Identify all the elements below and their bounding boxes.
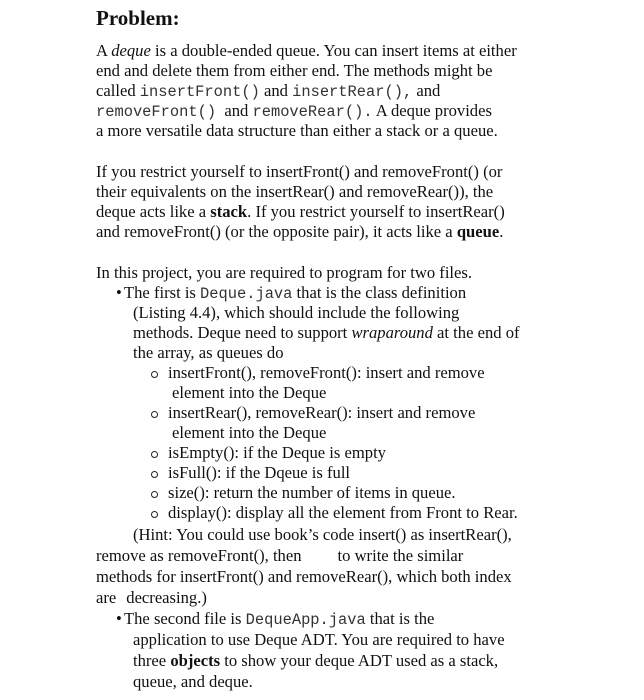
text: to show your deque ADT used as a stack, xyxy=(220,651,499,670)
text: and xyxy=(412,81,441,100)
stack-term: stack xyxy=(210,202,248,221)
b1-line-1 xyxy=(124,283,466,304)
text: deque acts like a xyxy=(96,202,211,221)
p3-intro: In this project, you are required to program for two files. xyxy=(96,263,473,282)
text: that is the xyxy=(365,609,435,628)
text: The first is xyxy=(124,283,201,302)
hollow-bullet-icon xyxy=(151,511,158,518)
p2-line-4 xyxy=(96,222,503,242)
b1-line-3 xyxy=(133,323,520,343)
hollow-bullet-icon xyxy=(151,371,158,378)
code-deque-java: Deque.java xyxy=(200,285,293,303)
deque-term: deque xyxy=(111,41,151,60)
hollow-bullet-icon xyxy=(151,491,158,498)
hint-line-1: (Hint: You could use book’s code insert() as insertRear(), xyxy=(133,525,512,544)
text: and removeFront() (or the opposite pair), it acts like a xyxy=(96,222,457,241)
hint-line-3: methods for insertFront() and removeRear(), which both index xyxy=(96,567,512,586)
sub-4: isFull(): if the Dqeue is full xyxy=(168,463,351,482)
text: is a double-ended queue. You can insert items at either xyxy=(150,41,517,60)
text: methods. Deque need to support xyxy=(133,323,352,342)
sub-1-line-2: element into the Deque xyxy=(172,383,327,402)
code-removerear: removeRear(). xyxy=(252,103,373,121)
hollow-bullet-icon xyxy=(151,471,158,478)
hollow-bullet-icon xyxy=(151,411,158,418)
sub-1-line-1: insertFront(), removeFront(): insert and remove xyxy=(168,363,485,382)
text: that is the class definition xyxy=(292,283,467,302)
objects-term: objects xyxy=(170,651,221,670)
text: three xyxy=(133,651,171,670)
sub-6: display(): display all the element from Front to Rear. xyxy=(168,503,518,522)
bullet-icon: • xyxy=(116,609,122,628)
p2-line-1: If you restrict yourself to insertFront() and removeFront() (or xyxy=(96,162,503,181)
text: . If you restrict yourself to insertRear() xyxy=(247,202,505,221)
text: and xyxy=(216,101,253,120)
bullet-icon: • xyxy=(116,283,122,302)
code-insertfront: insertFront() xyxy=(139,83,260,101)
page-title: Problem: xyxy=(96,6,180,30)
code-insertrear: insertRear(), xyxy=(292,83,413,101)
b2-line-3 xyxy=(133,651,498,671)
b2-line-2: application to use Deque ADT. You are required to have xyxy=(133,630,505,649)
text: to write the similar xyxy=(337,546,464,565)
text: at the end of xyxy=(432,323,520,342)
hint-line-2 xyxy=(96,546,463,566)
p1-line-3 xyxy=(96,81,440,102)
b1-line-2: (Listing 4.4), which should include the following xyxy=(133,303,460,322)
wraparound-term: wraparound xyxy=(351,323,433,342)
sub-2-line-1: insertRear(), removeRear(): insert and remove xyxy=(168,403,476,422)
p1-line-5: a more versatile data structure than either a stack or a queue. xyxy=(96,121,498,140)
hollow-bullet-icon xyxy=(151,451,158,458)
b2-line-1 xyxy=(124,609,434,630)
text: decreasing.) xyxy=(126,588,207,607)
sub-3: isEmpty(): if the Deque is empty xyxy=(168,443,386,462)
p1-line-2: end and delete them from either end. The methods might be xyxy=(96,61,493,80)
code-removefront: removeFront() xyxy=(96,103,217,121)
sub-2-line-2: element into the Deque xyxy=(172,423,327,442)
queue-term: queue xyxy=(456,222,500,241)
p2-line-2: their equivalents on the insertRear() and removeRear()), the xyxy=(96,182,494,201)
b2-line-4: queue, and deque. xyxy=(133,672,253,691)
text: A xyxy=(96,41,112,60)
text: and xyxy=(259,81,293,100)
hint-line-4 xyxy=(96,588,207,608)
text: A deque provides xyxy=(372,101,492,120)
text: are xyxy=(96,588,117,607)
text: . xyxy=(499,222,504,241)
sub-5: size(): return the number of items in queue. xyxy=(168,483,456,502)
b1-line-4: the array, as queues do xyxy=(133,343,284,362)
code-dequeapp-java: DequeApp.java xyxy=(245,611,366,629)
text: The second file is xyxy=(124,609,246,628)
p1-line-1 xyxy=(96,41,517,61)
p2-line-3 xyxy=(96,202,505,222)
text: remove as removeFront(), then xyxy=(96,546,302,565)
text: called xyxy=(96,81,140,100)
p1-line-4 xyxy=(96,101,492,122)
